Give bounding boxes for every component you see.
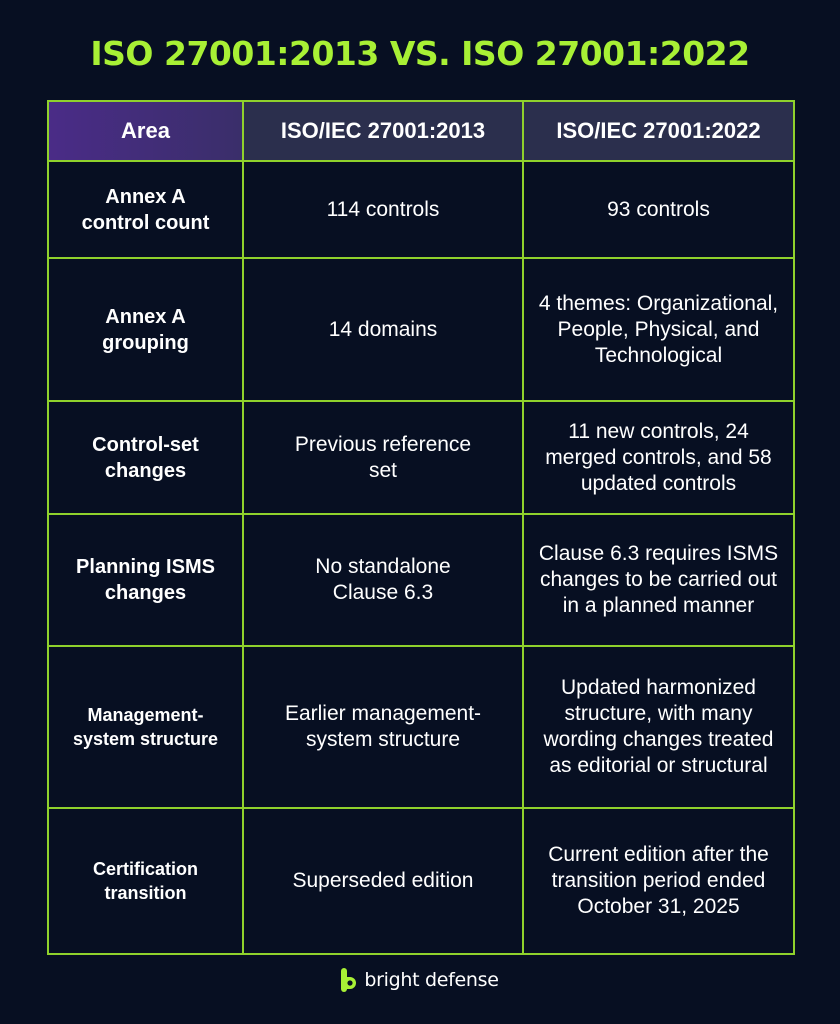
row-value-2022: Current edition after the transition period ended October 31, 2025 [523,808,794,954]
header-area: Area [48,101,243,161]
row-area-label: Certification transition [48,808,243,954]
brand-name: bright defense [364,969,499,991]
comparison-table [47,100,795,955]
table-row [48,514,794,646]
table-row [48,258,794,401]
header-iso-2013: ISO/IEC 27001:2013 [243,101,523,161]
row-value-2013: Previous reference set [243,401,523,514]
row-value-2013: 14 domains [243,258,523,401]
row-value-2013: No standalone Clause 6.3 [243,514,523,646]
page-title: ISO 27001:2013 VS. ISO 27001:2022 [90,34,750,73]
table-header-row [48,101,794,161]
row-value-2013: Earlier management-system structure [243,646,523,808]
row-value-2022: Clause 6.3 requires ISMS changes to be carried out in a planned manner [523,514,794,646]
table-row [48,646,794,808]
header-iso-2022: ISO/IEC 27001:2022 [523,101,794,161]
bright-defense-logo-icon [341,968,357,992]
row-area-label: Annex A grouping [48,258,243,401]
table-row [48,808,794,954]
table-row [48,401,794,514]
table-row [48,161,794,258]
row-value-2022: 11 new controls, 24 merged controls, and 58 updated controls [523,401,794,514]
row-value-2022: 4 themes: Organizational, People, Physical, and Technological [523,258,794,401]
row-value-2013: 114 controls [243,161,523,258]
footer-brand [0,968,840,992]
row-value-2022: Updated harmonized structure, with many wording changes treated as editorial or structural [523,646,794,808]
row-value-2022: 93 controls [523,161,794,258]
row-area-label: Planning ISMS changes [48,514,243,646]
row-area-label: Annex A control count [48,161,243,258]
row-area-label: Control-set changes [48,401,243,514]
row-value-2013: Superseded edition [243,808,523,954]
row-area-label: Management-system structure [48,646,243,808]
